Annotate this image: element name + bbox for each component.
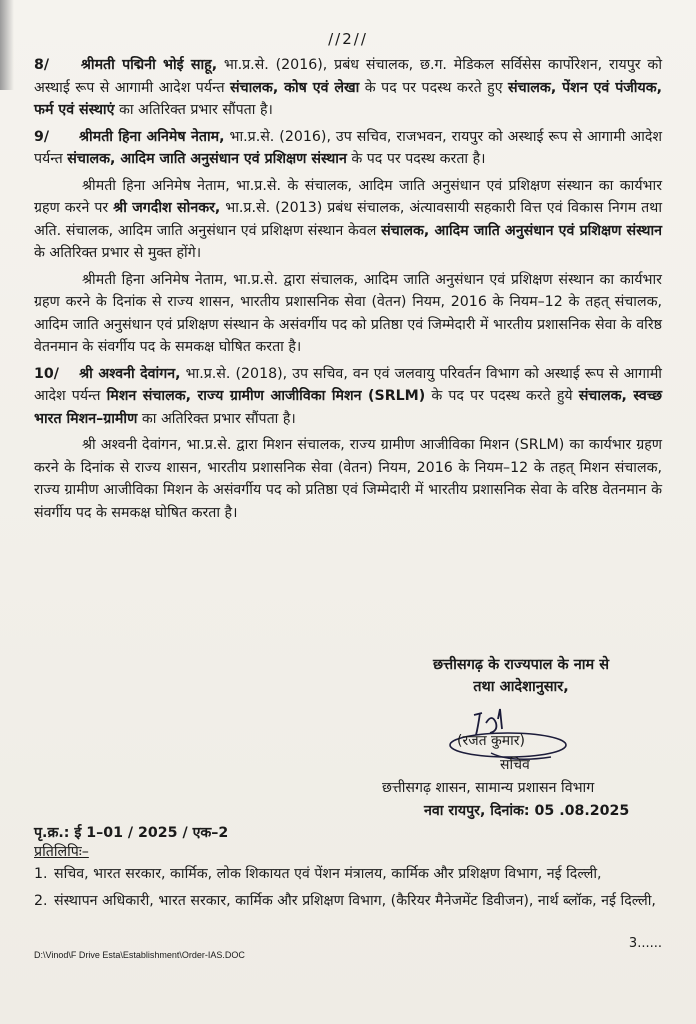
post-title: मिशन संचालक, राज्य ग्रामीण आजीविका मिशन (SRLM) [106,388,426,404]
paragraph-9-relief [34,175,662,265]
officer-name: श्रीमती हिना अनिमेष नेताम, [78,128,225,145]
reference-number: पृ.क्र.: ई 1–01 / 2025 / एक–2 [34,825,229,841]
list-number: 1. [34,866,48,882]
paragraph-text: के अतिरिक्त प्रभार से मुक्त होंगे। [34,245,202,261]
signatory-title: सचिव [500,757,530,773]
officer-name: श्री अश्वनी देवांगन, [79,365,181,382]
file-path: D:\Vinod\F Drive Esta\Establishment\Order-IAS.DOC [34,950,245,960]
paragraph-8 [34,54,662,122]
department: छत्तीसगढ़ शासन, सामान्य प्रशासन विभाग [382,780,595,796]
list-item [34,864,662,885]
paragraph-text: के पद पर पदस्थ करते हुए [359,79,509,96]
copy-list [34,864,662,918]
paragraph-10 [34,363,662,431]
page-number: //2// [328,30,368,48]
paragraph-text: के पद पर पदस्थ करता है। [346,151,486,167]
paragraph-text: श्रीमती हिना अनिमेष नेताम, भा.प्र.से. के संचालक, आदिम जाति अनुसंधान एवं प्रशिक्षण संस्थान का कार्यभार ग्रहण करने पर [34,177,662,216]
authority-block [386,654,656,698]
signatory-name: (रजत कुमार) [457,733,525,749]
paragraph-text: का अतिरिक्त प्रभार सौंपता है। [137,410,296,427]
authority-line-2: तथा आदेशानुसार, [473,679,569,695]
paragraph-text: भा.प्र.से. (2016), उप सचिव, राजभवन, रायपुर को अस्थाई रूप से आगामी आदेश पर्यन्त [34,128,663,167]
post-title: संचालक, आदिम जाति अनुसंधान एवं प्रशिक्षण संस्थान [381,222,662,239]
list-item [34,891,662,912]
paragraph-number: 9/ [34,128,50,145]
list-number: 2. [34,893,48,909]
paragraph-text: का अतिरिक्त प्रभार सौंपता है। [114,102,273,118]
list-text: सचिव, भारत सरकार, कार्मिक, लोक शिकायत एवं पेंशन मंत्रालय, कार्मिक और प्रशिक्षण विभाग, नई दिल्ली, [54,866,602,882]
officer-name: श्रीमती पद्मिनी भोई साहू, [80,57,218,73]
scan-edge-shadow [0,0,14,90]
paragraph-text: भा.प्र.से. (2018), उप सचिव, वन एवं जलवायु परिवर्तन विभाग को अस्थाई रूप से आगामी आदेश पर्यन्त [34,365,662,404]
post-title: संचालक, आदिम जाति अनुसंधान एवं प्रशिक्षण संस्थान [67,151,347,167]
next-page-marker: 3...... [628,936,662,951]
post-title: संचालक, कोष एवं लेखा [230,79,360,96]
list-text: संस्थापन अधिकारी, भारत सरकार, कार्मिक और प्रशिक्षण विभाग, (कैरियर मैनेजमेंट डिवीजन), नार्थ ब्लॉक, नई दिल्ली, [54,893,656,909]
extra-charge: संचालक, पेंशन एवं पंजीयक, फर्म एवं संस्थाएं [34,79,662,118]
paragraph-text: भा.प्र.से. (2013) प्रबंध संचालक, अंत्यावसायी सहकारी वित्त एवं विकास निगम तथा अति. संचालक, आदिम जाति अनुसंधान एवं प्रशिक्षण संस्थान केवल [34,200,662,239]
authority-line-1: छत्तीसगढ़ के राज्यपाल के नाम से [432,657,610,673]
paragraph-number: 8/ [34,57,50,73]
paragraph-text: के पद पर पदस्थ करते हुये [425,388,579,404]
date-line: नवा रायपुर, दिनांक: 05 .08.2025 [424,803,630,819]
officer-name: श्री जगदीश सोनकर, [113,200,221,216]
paragraph-text: भा.प्र.से. (2016), प्रबंध संचालक, छ.ग. मेडिकल सर्विसेस कार्पोरेशन, रायपुर को अस्थाई रूप से आगामी आदेश पर्यन्त [34,57,662,96]
paragraph-9-equivalence: श्रीमती हिना अनिमेष नेताम, भा.प्र.से. द्वारा संचालक, आदिम जाति अनुसंधान एवं प्रशिक्षण संस्थान का कार्यभार ग्रहण करने के दिनांक से राज्य शासन, भारतीय प्रशासनिक सेवा (वेतन) नियम, 2016 के नियम–12 के तहत् संचालक, आदिम जाति अनुसंधान एवं प्रशिक्षण संस्थान के असंवर्गीय पद को प्रतिष्ठा एवं जिम्मेदारी में भारतीय प्रशासनिक सेवा के वरिष्ठ वेतनमान के संवर्गीय पद के समकक्ष घोषित करता है। [34,271,662,355]
paragraph-9 [34,126,662,171]
extra-charge: संचालक, स्वच्छ भारत मिशन–ग्रामीण [34,388,662,427]
paragraph-10-equivalence: श्री अश्वनी देवांगन, भा.प्र.से. द्वारा मिशन संचालक, राज्य ग्रामीण आजीविका मिशन (SRLM) का कार्यभार ग्रहण करने के दिनांक से राज्य शासन, भारतीय प्रशासनिक सेवा (वेतन) नियम, 2016 के नियम–12 के तहत् मिशन संचालक, राज्य ग्रामीण आजीविका मिशन के असंवर्गीय पद को प्रतिष्ठा एवं जिम्मेदारी में भारतीय प्रशासनिक सेवा के वरिष्ठ वेतनमान के संवर्गीय पद के समकक्ष घोषित करता है। [34,437,662,521]
copy-heading: प्रतिलिपिः– [34,844,89,860]
paragraph-number: 10/ [34,365,59,382]
